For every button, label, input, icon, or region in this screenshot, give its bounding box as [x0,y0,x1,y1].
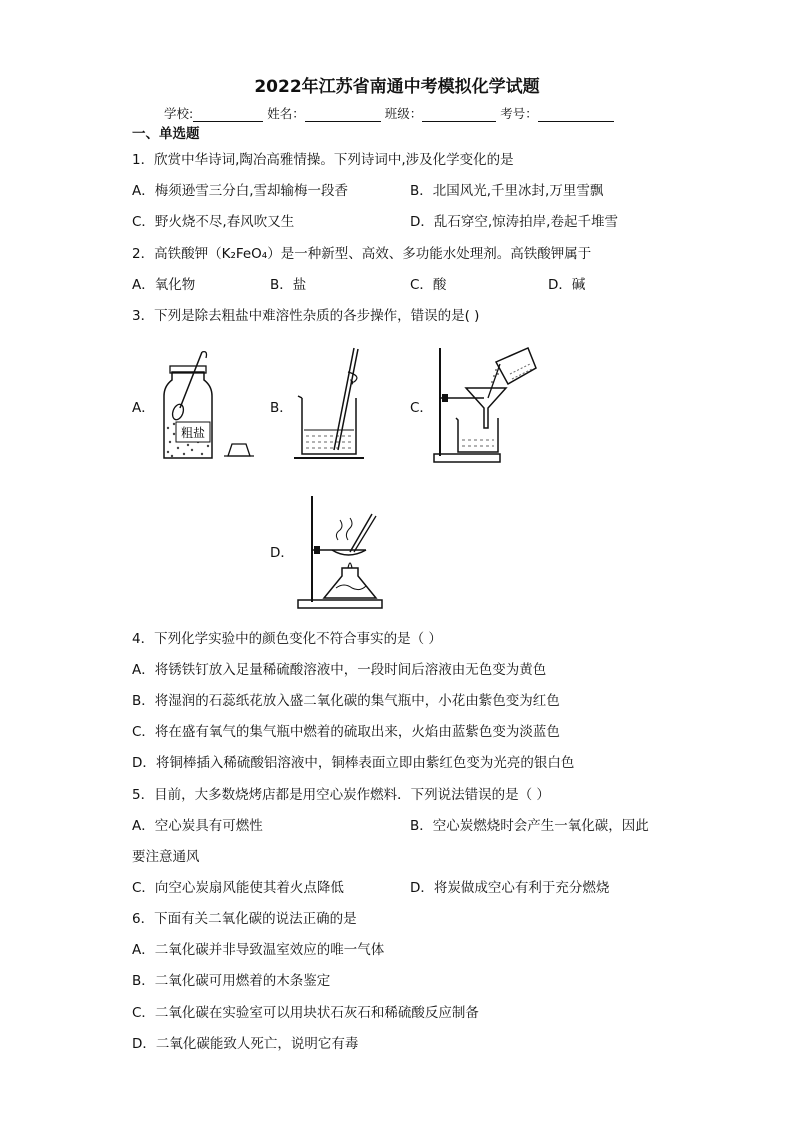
q2-stem: 2．高铁酸钾（K₂FeO₄）是一种新型、高效、多功能水处理剂。高铁酸钾属于 [132,246,592,262]
q2-option-c: C．酸 [410,277,447,293]
q3-option-c-label: C． [410,400,433,416]
q3-stem: 3．下列是除去粗盐中难溶性杂质的各步操作，错误的是( ) [132,308,480,324]
school-label: 学校: [164,106,194,121]
q1-stem: 1．欣赏中华诗词,陶冶高雅情操。下列诗词中,涉及化学变化的是 [132,152,514,168]
evaporation-figure [292,494,392,612]
q4-option-d: D．将铜棒插入稀硫酸铝溶液中，铜棒表面立即由紫红色变为光亮的银白色 [132,755,575,771]
q4-option-b: B．将湿润的石蕊纸花放入盛二氧化碳的集气瓶中，小花由紫色变为红色 [132,693,560,709]
filtration-figure [430,344,540,466]
q2-option-b: B．盐 [270,277,307,293]
q6-option-c: C．二氧化碳在实验室可以用块状石灰石和稀硫酸反应制备 [132,1005,479,1021]
exam-title: 2022年江苏省南通中考模拟化学试题 [254,77,540,97]
name-blank [305,109,381,122]
q6-option-a: A．二氧化碳并非导致温室效应的唯一气体 [132,942,385,958]
q3-option-d-label: D． [270,545,294,561]
number-label: 考号： [500,106,538,121]
q6-option-d: D．二氧化碳能致人死亡，说明它有毒 [132,1036,359,1052]
jar-label: 粗盐 [180,426,206,440]
q1-option-d: D．乱石穿空,惊涛拍岸,卷起千堆雪 [410,214,618,230]
q5-option-b-continued: 要注意通风 [132,849,200,865]
q4-stem: 4．下列化学实验中的颜色变化不符合事实的是（ ） [132,631,442,647]
q2-option-a: A．氧化物 [132,277,196,293]
q6-stem: 6．下面有关二氧化碳的说法正确的是 [132,911,357,927]
q4-option-c: C．将在盛有氧气的集气瓶中燃着的硫取出来，火焰由蓝紫色变为淡蓝色 [132,724,560,740]
school-blank [193,109,263,122]
q5-stem: 5．目前，大多数烧烤店都是用空心炭作燃料．下列说法错误的是（ ） [132,787,550,803]
q1-option-b: B．北国风光,千里冰封,万里雪飘 [410,183,604,199]
q5-option-b: B．空心炭燃烧时会产生一氧化碳，因此 [410,818,649,834]
q5-option-c: C．向空心炭扇风能使其着火点降低 [132,880,344,896]
dissolving-beaker-figure [294,346,374,464]
number-blank [538,109,614,122]
q5-option-d: D．将炭做成空心有利于充分燃烧 [410,880,610,896]
q3-option-b-label: B． [270,400,293,416]
q2-option-d: D．碱 [548,277,586,293]
class-label: 班级： [384,106,423,121]
q5-option-a: A．空心炭具有可燃性 [132,818,263,834]
q6-option-b: B．二氧化碳可用燃着的木条鉴定 [132,973,331,989]
name-label: 姓名： [267,106,305,121]
student-info-row [164,104,614,122]
salt-jar-figure [158,350,268,462]
q1-option-a: A．梅须逊雪三分白,雪却输梅一段香 [132,183,349,199]
q3-option-a-label: A． [132,400,155,416]
q4-option-a: A．将锈铁钉放入足量稀硫酸溶液中，一段时间后溶液由无色变为黄色 [132,662,547,678]
section-heading: 一、单选题 [132,126,200,142]
q1-option-c: C．野火烧不尽,春风吹又生 [132,214,295,230]
class-blank [422,109,496,122]
